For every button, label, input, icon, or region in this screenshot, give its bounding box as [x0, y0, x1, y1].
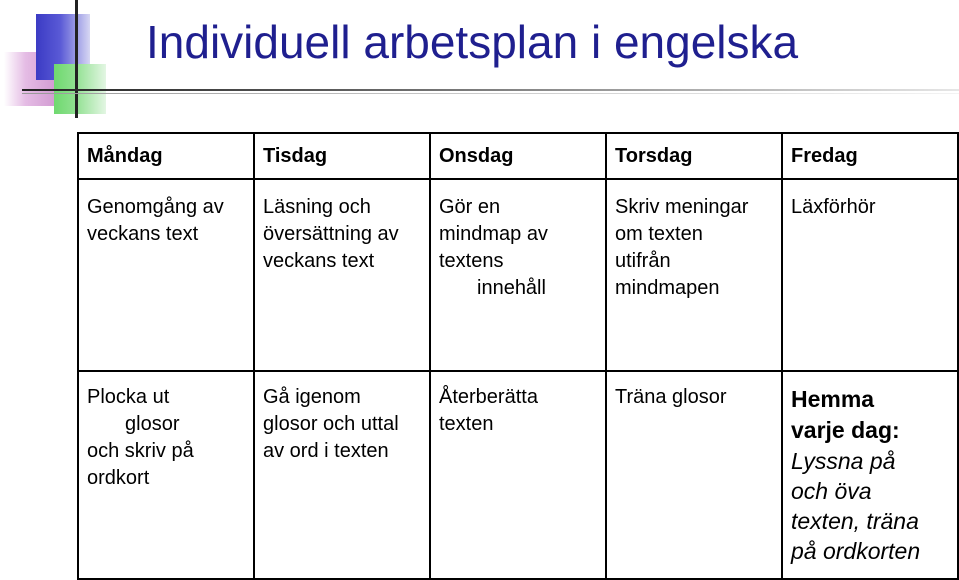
cell-text-line: och skriv på — [87, 440, 194, 462]
cell-friday-activity — [782, 179, 958, 371]
cell-wednesday-activity — [430, 179, 606, 371]
day-header-wednesday: Onsdag — [430, 133, 606, 179]
cell-thursday-glosor — [606, 371, 782, 579]
decorative-vertical-line — [75, 0, 78, 118]
cell-wednesday-glosor — [430, 371, 606, 579]
cell-text-line: Återberätta — [439, 386, 538, 408]
cell-text-line: veckans text — [87, 223, 199, 245]
weekly-plan-table — [77, 132, 959, 580]
cell-text-line: Gå igenom — [263, 386, 361, 408]
decorative-horizontal-line — [22, 89, 959, 91]
day-header-friday: Fredag — [782, 133, 958, 179]
cell-text-line: textens — [439, 250, 504, 272]
page-title: Individuell arbetsplan i engelska — [146, 16, 799, 68]
cell-text-line: glosor och uttal — [263, 413, 399, 435]
homework-heading-line: varje dag: — [791, 417, 900, 443]
cell-text-line: mindmapen — [615, 277, 720, 299]
cell-text-line: översättning av — [263, 223, 399, 245]
cell-text-line: glosor — [125, 413, 180, 435]
homework-instruction-line: på ordkorten — [791, 538, 921, 564]
cell-text-line: om texten — [615, 223, 703, 245]
cell-monday-activity — [78, 179, 254, 371]
cell-text-line: Plocka ut — [87, 386, 170, 408]
cell-text-line: av ord i texten — [263, 440, 389, 462]
table-header-row — [78, 133, 958, 179]
cell-tuesday-activity — [254, 179, 430, 371]
cell-text-line: Gör en — [439, 196, 501, 218]
decorative-horizontal-line-thin — [22, 93, 959, 94]
table-row — [78, 179, 958, 371]
homework-instruction-line: texten, träna — [791, 508, 919, 534]
cell-friday-homework — [782, 371, 958, 579]
cell-text-line: ordkort — [87, 467, 150, 489]
cell-text-line: Läxförhör — [791, 196, 876, 218]
homework-heading-line: Hemma — [791, 386, 875, 412]
cell-text-line: Träna glosor — [615, 386, 727, 408]
day-header-tuesday: Tisdag — [254, 133, 430, 179]
cell-monday-glosor — [78, 371, 254, 579]
cell-thursday-activity — [606, 179, 782, 371]
cell-text-line: texten — [439, 413, 494, 435]
day-header-thursday: Torsdag — [606, 133, 782, 179]
homework-instruction-line: och öva — [791, 478, 872, 504]
table-row — [78, 371, 958, 579]
cell-text-line: mindmap av — [439, 223, 548, 245]
cell-text-line: Läsning och — [263, 196, 371, 218]
cell-text-line: Skriv meningar — [615, 196, 749, 218]
cell-tuesday-glosor — [254, 371, 430, 579]
homework-instruction-line: Lyssna på — [791, 448, 896, 474]
cell-text-line: innehåll — [477, 277, 546, 299]
cell-text-line: utifrån — [615, 250, 671, 272]
cell-text-line: Genomgång av — [87, 196, 224, 218]
cell-text-line: veckans text — [263, 250, 375, 272]
day-header-monday: Måndag — [78, 133, 254, 179]
